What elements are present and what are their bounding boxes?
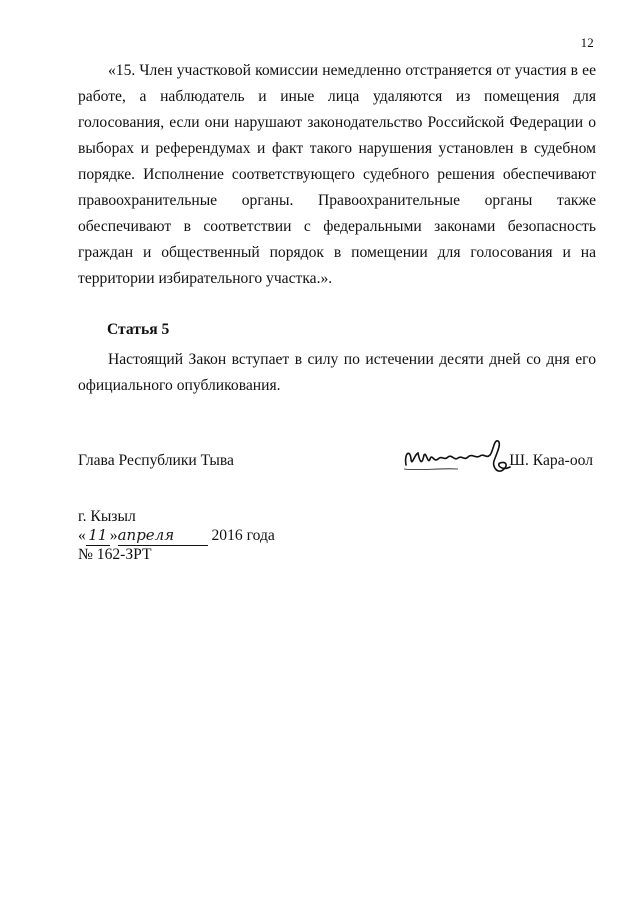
date-month: апреля <box>117 526 175 544</box>
head-name: Ш. Кара-оол <box>509 452 593 469</box>
date-open-quote: « <box>78 527 86 544</box>
signature-row <box>78 452 596 482</box>
date-close-quote: » <box>109 527 118 544</box>
page-number: 12 <box>580 35 594 50</box>
place: г. Кызыл <box>78 508 136 525</box>
head-position: Глава Республики Тыва <box>78 452 234 469</box>
date-day: 11 <box>88 526 108 544</box>
place-date-block <box>78 508 275 564</box>
clause-15-paragraph: «15. Член участковой комиссии немедленно отстраняется от участия в ее работе, а наблюдатель и иные лица удаляются из помещения для голосования, если они нарушают законодательство Российской Федерации о выборах и референдумах и факт такого нарушения установлен в судебном порядке. Исполнение соответствующего судебного решения обеспечивают правоохранительные органы. Правоохранительные органы также обеспечивают в соответствии с федеральными законами безопасность граждан и общественный порядок в помещении для голосования и на территории избирательного участка.». <box>78 62 596 287</box>
law-number: № 162-ЗРТ <box>78 546 152 563</box>
handwritten-signature <box>398 435 518 485</box>
date-year: 2016 года <box>211 527 275 544</box>
date-line <box>78 526 275 546</box>
article-5-title: Статья 5 <box>107 321 170 338</box>
article-5-text: Настоящий Закон вступает в силу по истечении десяти дней со дня его официального опубликования. <box>78 351 596 394</box>
clause-15-block <box>78 58 596 292</box>
